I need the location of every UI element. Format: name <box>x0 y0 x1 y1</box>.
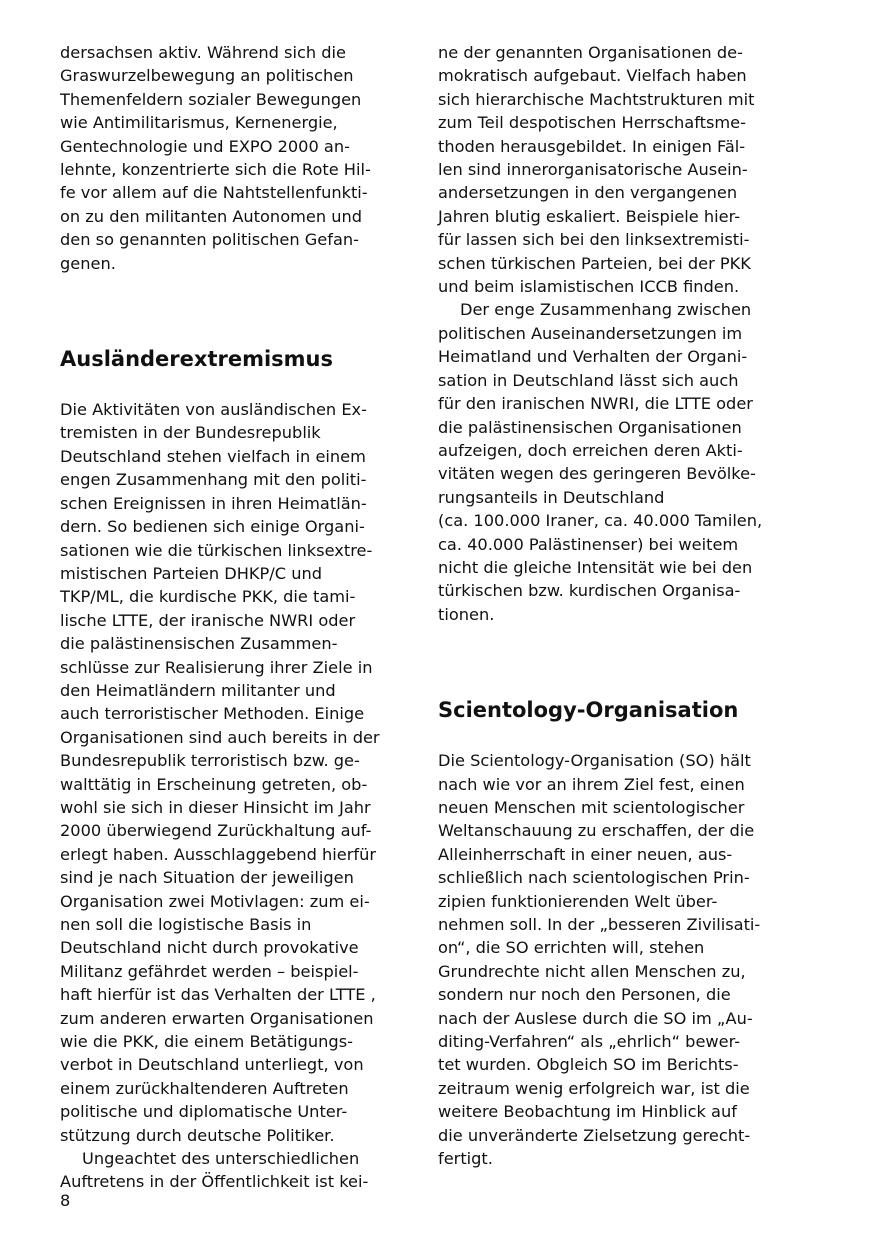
text-line: tremisten in der Bundesrepublik <box>60 423 321 443</box>
text-line: verbot in Deutschland unterliegt, von <box>60 1055 364 1075</box>
text-line: Auftretens in der Öffentlichkeit ist kei- <box>60 1172 369 1192</box>
text-line: sich hierarchische Machtstrukturen mit <box>438 89 755 109</box>
text-line: wohl sie sich in dieser Hinsicht im Jahr <box>60 797 371 817</box>
text-line: engen Zusammenhang mit den politi- <box>60 470 367 490</box>
text-line: türkischen bzw. kurdischen Organisa- <box>438 581 741 601</box>
text-line: mistischen Parteien DHKP/C und <box>60 563 322 583</box>
text-line: mokratisch aufgebaut. Vielfach haben <box>438 66 747 86</box>
text-line: on zu den militanten Autonomen und <box>60 206 363 226</box>
text-line: Grundrechte nicht allen Menschen zu, <box>438 961 746 981</box>
paragraph <box>60 41 410 275</box>
paragraph <box>438 749 788 1170</box>
text-line: dersachsen aktiv. Während sich die <box>60 43 347 62</box>
text-line: wie die PKK, die einem Betätigungs- <box>60 1032 353 1052</box>
text-line: Ungeachtet des unterschiedlichen <box>82 1149 360 1169</box>
text-line: 2000 überwiegend Zurückhaltung auf- <box>60 821 372 841</box>
text-line: Jahren blutig eskaliert. Beispiele hier- <box>438 206 741 226</box>
text-line: nach der Auslese durch die SO im „Au- <box>438 1008 753 1028</box>
text-line: Die Scientology-Organisation (SO) hält <box>438 751 751 771</box>
text-line: zeitraum wenig erfolgreich war, ist die <box>438 1078 750 1098</box>
text-line: (ca. 100.000 Iraner, ca. 40.000 Tamilen, <box>438 511 763 531</box>
text-line: erlegt haben. Ausschlaggebend hierfür <box>60 844 376 864</box>
page-number: 8 <box>60 1191 71 1210</box>
text-line: sationen wie die türkischen linksextre- <box>60 540 373 560</box>
text-line: nicht die gleiche Intensität wie bei den <box>438 557 753 577</box>
paragraph <box>438 41 788 298</box>
text-line: schließlich nach scientologischen Prin- <box>438 868 750 888</box>
text-line: ne der genannten Organisationen de- <box>438 43 743 62</box>
text-line: Die Aktivitäten von ausländischen Ex- <box>60 400 367 420</box>
text-line: haft hierfür ist das Verhalten der LTTE , <box>60 985 376 1005</box>
text-line: Organisationen sind auch bereits in der <box>60 727 380 747</box>
text-line: die palästinensischen Organisationen <box>438 417 742 437</box>
text-line: rungsanteils in Deutschland <box>438 487 665 507</box>
text-line: Weltanschauung zu erschaffen, der die <box>438 821 755 841</box>
text-line: Deutschland nicht durch provokative <box>60 938 359 958</box>
text-line: für den iranischen NWRI, die LTTE oder <box>438 394 753 414</box>
text-line: Organisation zwei Motivlagen: zum ei- <box>60 891 370 911</box>
text-line: dern. So bedienen sich einige Organi- <box>60 517 365 537</box>
text-line: schlüsse zur Realisierung ihrer Ziele in <box>60 657 373 677</box>
text-line: auch terroristischer Methoden. Einige <box>60 704 365 724</box>
text-line: andersetzungen in den vergangenen <box>438 183 738 203</box>
text-line: weitere Beobachtung im Hinblick auf <box>438 1102 737 1122</box>
text-line: tionen. <box>438 604 495 624</box>
text-line: nehmen soll. In der „besseren Zivilisati- <box>438 915 761 934</box>
text-line: Militanz gefährdet werden – beispiel- <box>60 961 359 981</box>
text-line: Bundesrepublik terroristisch bzw. ge- <box>60 751 360 771</box>
text-line: walttätig in Erscheinung getreten, ob- <box>60 774 368 794</box>
text-line: nen soll die logistische Basis in <box>60 915 312 934</box>
text-line: politische und diplomatische Unter- <box>60 1102 348 1122</box>
text-line: die palästinensischen Zusammen- <box>60 634 338 654</box>
text-line: tet wurden. Obgleich SO im Berichts- <box>438 1055 739 1075</box>
text-line: Heimatland und Verhalten der Organi- <box>438 347 748 367</box>
section-heading-auslaenderextremismus: Ausländerextremismus <box>60 347 333 372</box>
text-line: wie Antimilitarismus, Kernenergie, <box>60 113 338 133</box>
text-line: sondern nur noch den Personen, die <box>438 985 731 1005</box>
text-line: Der enge Zusammenhang zwischen <box>460 300 752 320</box>
text-line: genen. <box>60 253 116 273</box>
paragraph <box>438 298 788 626</box>
text-line: aufzeigen, doch erreichen deren Akti- <box>438 440 743 460</box>
text-line: den so genannten politischen Gefan- <box>60 230 359 250</box>
text-line: und beim islamistischen ICCB finden. <box>438 277 740 297</box>
text-line: schen Ereignissen in ihren Heimatlän- <box>60 493 367 513</box>
right-column <box>438 41 788 1170</box>
text-line: Graswurzelbewegung an politischen <box>60 66 354 86</box>
text-line: TKP/ML, die kurdische PKK, die tami- <box>60 587 356 607</box>
text-line: diting-Verfahren“ als „ehrlich“ bewer- <box>438 1032 741 1052</box>
text-line: den Heimatländern militanter und <box>60 680 336 700</box>
paragraph <box>60 1147 410 1194</box>
text-line: lische LTTE, der iranische NWRI oder <box>60 610 356 630</box>
text-line: die unveränderte Zielsetzung gerecht- <box>438 1125 751 1145</box>
text-line: Themenfeldern sozialer Bewegungen <box>60 89 362 109</box>
text-line: fertigt. <box>438 1149 493 1169</box>
text-line: Gentechnologie und EXPO 2000 an- <box>60 136 350 156</box>
text-line: zum Teil despotischen Herrschaftsme- <box>438 113 746 133</box>
text-line: Deutschland stehen vielfach in einem <box>60 446 366 466</box>
text-line: zum anderen erwarten Organisationen <box>60 1008 374 1028</box>
text-line: nach wie vor an ihrem Ziel fest, einen <box>438 774 745 794</box>
text-line: thoden herausgebildet. In einigen Fäl- <box>438 136 746 156</box>
text-line: zipien funktionierenden Welt über- <box>438 891 718 911</box>
text-line: sation in Deutschland lässt sich auch <box>438 370 739 390</box>
text-line: vitäten wegen des geringeren Bevölke- <box>438 464 756 484</box>
text-line: sind je nach Situation der jeweiligen <box>60 868 354 888</box>
text-line: ca. 40.000 Palästinenser) bei weitem <box>438 534 739 554</box>
text-line: lehnte, konzentrierte sich die Rote Hil- <box>60 160 371 180</box>
text-line: einem zurückhaltenderen Auftreten <box>60 1078 349 1098</box>
left-column <box>60 41 410 1194</box>
text-line: schen türkischen Parteien, bei der PKK <box>438 253 751 273</box>
text-line: für lassen sich bei den linksextremisti- <box>438 230 750 250</box>
section-heading-scientology: Scientology-Organisation <box>438 698 739 723</box>
paragraph <box>60 398 410 1147</box>
text-line: on“, die SO errichten will, stehen <box>438 938 705 958</box>
text-line: len sind innerorganisatorische Ausein- <box>438 160 748 180</box>
text-line: Alleinherrschaft in einer neuen, aus- <box>438 844 733 864</box>
text-line: politischen Auseinandersetzungen im <box>438 323 743 343</box>
text-line: stützung durch deutsche Politiker. <box>60 1125 335 1145</box>
text-line: fe vor allem auf die Nahtstellenfunkti- <box>60 183 368 203</box>
text-line: neuen Menschen mit scientologischer <box>438 797 745 817</box>
